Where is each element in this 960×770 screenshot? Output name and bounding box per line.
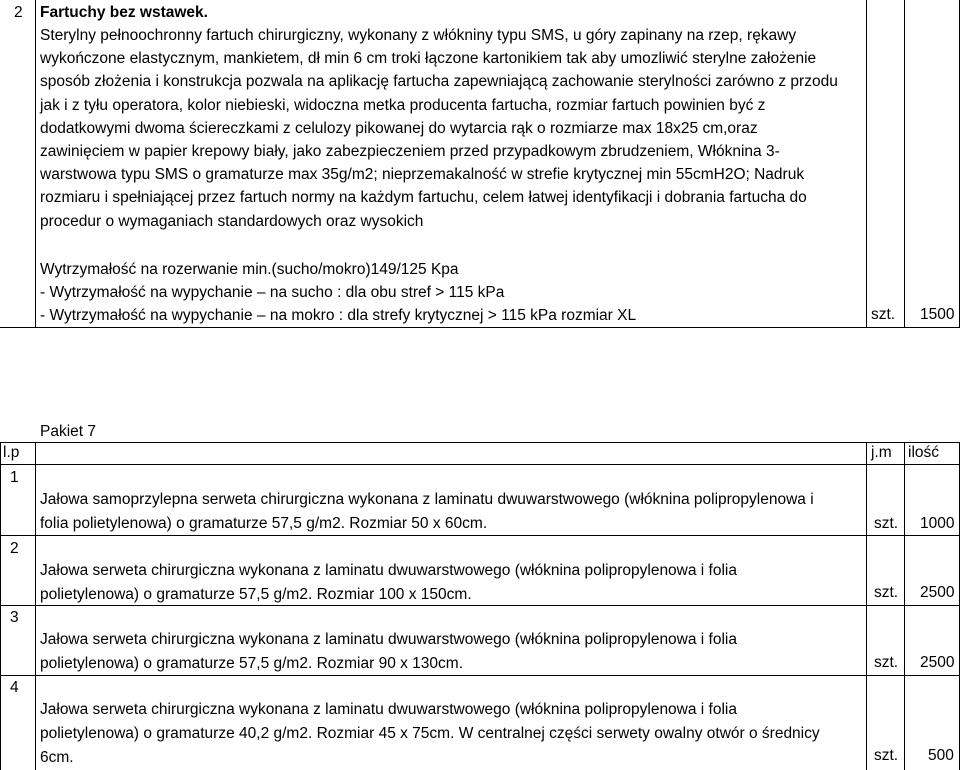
- header-qty: ilość: [908, 444, 940, 461]
- border: [0, 605, 960, 606]
- row-line: polietylenowa) o gramaturze 57,5 g/m2. Rozmiar 90 x 130cm.: [40, 655, 464, 672]
- row-unit: szt.: [874, 515, 899, 532]
- desc-line: sposób złożenia i konstrukcja pozwala na aplikację fartucha zapewniającą zachowanie sterylności zarówno z przodu: [40, 73, 838, 91]
- row-qty: 2500: [920, 654, 955, 671]
- row-description: [40, 559, 737, 607]
- border: [866, 442, 867, 770]
- row-description: [40, 628, 737, 676]
- row-lp: 2: [10, 540, 19, 557]
- border: [0, 464, 960, 465]
- row-line: Jałowa samoprzylepna serweta chirurgiczna wykonana z laminatu dwuwarstwowego (włóknina polipropylenowa i: [40, 491, 814, 508]
- row-qty: 2500: [920, 584, 955, 601]
- desc-line: zawinięciem w papier krepowy biały, jako zabezpieczeniem przed przypadkowym zbrudzeniem, Włókninа 3-: [40, 143, 780, 161]
- row-description: [40, 488, 814, 536]
- desc-line: dodatkowymi dwoma ściereczkami z celulozy pikowanej do wytarcia rąk o rozmiarze max 18x25 cm,oraz: [40, 119, 758, 137]
- row-qty: 1000: [920, 515, 955, 532]
- border: [0, 675, 960, 676]
- item2-description: [40, 24, 866, 233]
- header-unit: j.m: [871, 444, 892, 461]
- row-lp: 3: [10, 609, 19, 626]
- item2-title: Fartuchy bez wstawek.: [40, 4, 208, 21]
- row-line: polietylenowa) o gramaturze 57,5 g/m2. Rozmiar 100 x 150cm.: [40, 586, 472, 603]
- row-lp: 1: [10, 469, 19, 486]
- item2-strength: [40, 258, 866, 328]
- desc-line: jak i z tyłu operatora, kolor niebieski, widoczna metka producenta fartucha, rozmiar fartuch powinien być z: [40, 96, 766, 114]
- strength-line: - Wytrzymałość na wypychanie – na mokro : dla strefy krytycznej > 115 kPa rozmiar XL: [40, 307, 637, 325]
- border: [904, 0, 905, 328]
- item2-unit: szt.: [871, 306, 896, 323]
- row-line: Jałowa serweta chirurgiczna wykonana z laminatu dwuwarstwowego (włóknina polipropylenowa i folia: [40, 701, 737, 718]
- desc-line: wykończone elastycznym, mankietem, dł min 6 cm troki łączone kartonikiem tak aby umozliwić sterylne założenie: [40, 50, 817, 68]
- package-title: Pakiet 7: [40, 423, 97, 440]
- header-lp: l.p: [3, 444, 20, 461]
- row-unit: szt.: [874, 747, 899, 764]
- row-line: folia polietylenowa) o gramaturze 57,5 g/m2. Rozmiar 50 x 60cm.: [40, 515, 488, 532]
- desc-line: procedur o wymaganiach standardowych oraz wysokich: [40, 212, 424, 230]
- border: [0, 535, 960, 536]
- desc-line: Sterylny pełnoochronny fartuch chirurgiczny, wykonany z włókniny typu SMS, u góry zapinany na rzep, rękawy: [40, 27, 797, 44]
- desc-line: warstwowa typu SMS o gramaturze max 35g/m2; nieprzemakalność w strefie krytycznej min 55cmH2O; Nadruk: [40, 166, 805, 184]
- strength-line: - Wytrzymałość na wypychanie – na sucho : dla obu stref > 115 kPa: [40, 284, 505, 302]
- row-description: [40, 698, 820, 770]
- row-unit: szt.: [874, 584, 899, 601]
- border: [904, 442, 905, 770]
- border: [0, 442, 1, 770]
- row-line: Jałowa serweta chirurgiczna wykonana z laminatu dwuwarstwowego (włóknina polipropylenowa i folia: [40, 562, 737, 579]
- item2-qty: 1500: [920, 306, 955, 323]
- row-line: Jałowa serweta chirurgiczna wykonana z laminatu dwuwarstwowego (włóknina polipropylenowa i folia: [40, 631, 737, 648]
- row-unit: szt.: [874, 654, 899, 671]
- row-line: 6cm.: [40, 749, 74, 766]
- row-line: polietylenowa) o gramaturze 40,2 g/m2. Rozmiar 45 x 75cm. W centralnej części serwety owalny otwór o średnicy: [40, 725, 820, 742]
- border: [35, 0, 36, 328]
- border: [0, 442, 960, 443]
- border: [35, 442, 36, 770]
- border: [866, 0, 867, 328]
- desc-line: rozmiaru i spełniającej przez fartuch normy na każdym fartuchu, celem łatwej identyfikacji i dobrania fartucha do: [40, 189, 807, 207]
- row-qty: 500: [928, 747, 954, 764]
- strength-line: Wytrzymałość na rozerwanie min.(sucho/mokro)149/125 Kpa: [40, 261, 459, 278]
- item2-lp: 2: [14, 4, 23, 21]
- row-lp: 4: [10, 679, 19, 696]
